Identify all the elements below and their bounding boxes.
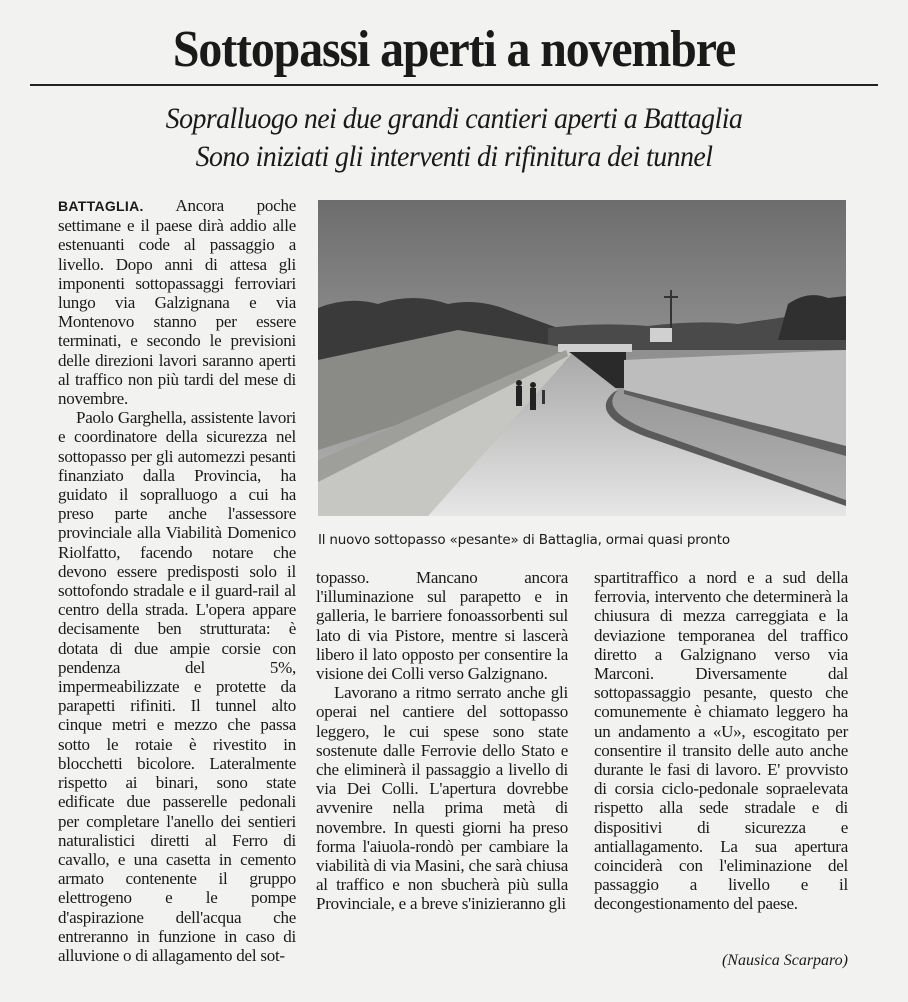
article-photo bbox=[318, 200, 846, 516]
subtitle-line-2: Sono iniziati gli interventi di rifinitura dei tunnel bbox=[195, 140, 713, 173]
photo-caption: Il nuovo sottopasso «pesante» di Battaglia, ormai quasi pronto bbox=[318, 532, 730, 548]
underpass-photo-illustration bbox=[318, 200, 846, 516]
article-subtitle bbox=[20, 100, 888, 176]
article-headline: Sottopassi aperti a novembre bbox=[172, 21, 736, 78]
paragraph: Paolo Garghella, assistente lavori e coordinatore della sicurezza nel sottopasso per gli automezzi pesanti finanziato dalla Provincia, ha guidato il sopralluogo a cui ha preso parte anche l'assessore provinciale alla Viabilità Domenico Riolfatto, facendo notare che devono essere predisposti solo il sottofondo stradale e il guard-rail al centro della strada. L'opera appare decisamente ben strutturata: è dotata di due ampie corsie con pendenza del 5%, impermeabilizzate e protette da parapetti rifiniti. Il tunnel alto cinque metri e mezzo che passa sotto le rotaie è rivestito in blocchetti bicolore. Lateralmente rispetto ai binari, sono state edificate due passerelle pedonali per completare l'anello dei sentieri naturalistici diretti al Ferro di cavallo, e una casetta in cemento armato contenente il gruppo elettrogeno e le pompe d'aspirazione dell'acqua che entreranno in funzione in caso di alluvione o di allagamento del sot- bbox=[58, 408, 296, 965]
paragraph: Lavorano a ritmo serrato anche gli operai nel cantiere del sottopasso leggero, le cui spese sono state sostenute dalle Ferrovie dello Stato e che eliminerà il passaggio a livello di via Dei Colli. L'apertura dovrebbe avvenire nella prima metà di novembre. In questi giorni ha preso forma l'aiuola-rondò per cambiare la viabilità di via Masini, che sarà chiusa al traffico e non sbucherà più sulla Provinciale, e a breve s'inizieranno gli bbox=[316, 683, 568, 914]
dateline: BATTAGLIA. bbox=[58, 198, 144, 214]
paragraph: spartitraffico a nord e a sud della ferrovia, intervento che determinerà la chiusura di mezza carreggiata e la deviazione temporanea del traffico diretto a Galzignano verso via Marconi. Diversamente dal sottopassaggio pesante, questo che comunemente è chiamato leggero ha un andamento a «U», escogitato per consentire il transito delle auto anche durante le fasi di lavoro. E' provvisto di corsia ciclo-pedonale sopraelevata rispetto alla sede stradale e di dispositivi di sicurezza e antiallagamento. La sua apertura coinciderà con l'eliminazione del passaggio a livello e il decongestionamento del paese. bbox=[594, 568, 848, 914]
text-column-2 bbox=[316, 568, 568, 914]
text-column-1 bbox=[58, 196, 296, 965]
paragraph: BATTAGLIA. Ancora poche settimane e il paese dirà addio alle estenuanti code al passaggio a livello. Dopo anni di attesa gli imponenti sottopassaggi ferroviari lungo via Galzignana e via Montenovo stanno per essere terminati, e secondo le previsioni delle direzioni lavori saranno aperti al traffico non più tardi del mese di novembre. bbox=[58, 196, 296, 409]
paragraph: topasso. Mancano ancora l'illuminazione sul parapetto e in galleria, le barriere fonoassorbenti sul lato di via Pistore, mentre si lascerà libero il lato opposto per consentire la visione dei Colli verso Galzignano. bbox=[316, 568, 568, 684]
subtitle-line-1: Sopralluogo nei due grandi cantieri aperti a Battaglia bbox=[165, 102, 743, 135]
text-column-3 bbox=[594, 568, 848, 914]
byline: (Nausica Scarparo) bbox=[721, 952, 848, 969]
headline-rule bbox=[30, 84, 878, 86]
